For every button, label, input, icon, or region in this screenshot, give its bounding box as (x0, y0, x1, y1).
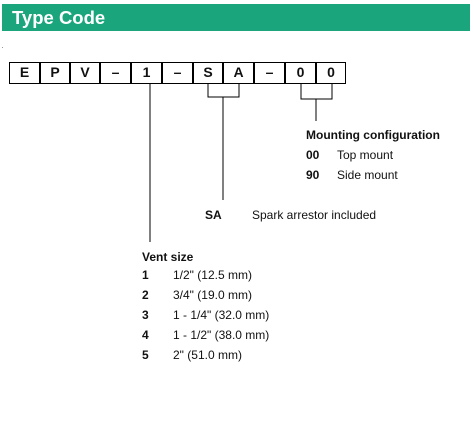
code-char-box: V (70, 62, 100, 84)
mounting-bracket (301, 84, 332, 99)
mounting-heading: Mounting configuration (306, 128, 440, 142)
code-char-box: 0 (285, 62, 316, 84)
code-char-box: P (40, 62, 70, 84)
vent-heading: Vent size (142, 250, 194, 264)
vent-code: 2 (142, 288, 149, 302)
code-char-box: S (193, 62, 223, 84)
vent-code: 3 (142, 308, 149, 322)
spark-bracket (208, 84, 239, 97)
vent-code: 4 (142, 328, 149, 342)
mounting-code: 00 (306, 148, 320, 162)
code-char-box: – (162, 62, 193, 84)
page-title: Type Code (2, 4, 470, 31)
mounting-code: 90 (306, 168, 320, 182)
code-char-box: 0 (316, 62, 346, 84)
code-char-box: E (9, 62, 40, 84)
vent-label: 2" (51.0 mm) (173, 348, 242, 362)
spark-label: Spark arrestor included (252, 208, 377, 222)
vent-label: 1 - 1/4" (32.0 mm) (173, 308, 270, 322)
vent-code: 1 (142, 268, 149, 282)
vent-label: 1 - 1/2" (38.0 mm) (173, 328, 270, 342)
code-char-box: – (254, 62, 285, 84)
vent-label: 1/2" (12.5 mm) (173, 268, 252, 282)
mounting-label: Top mount (337, 148, 394, 162)
vent-code: 5 (142, 348, 149, 362)
code-char-box: 1 (131, 62, 162, 84)
spark-code: SA (205, 208, 222, 222)
code-char-box: A (223, 62, 254, 84)
mounting-label: Side mount (337, 168, 398, 182)
code-char-box: – (100, 62, 131, 84)
vent-label: 3/4" (19.0 mm) (173, 288, 252, 302)
